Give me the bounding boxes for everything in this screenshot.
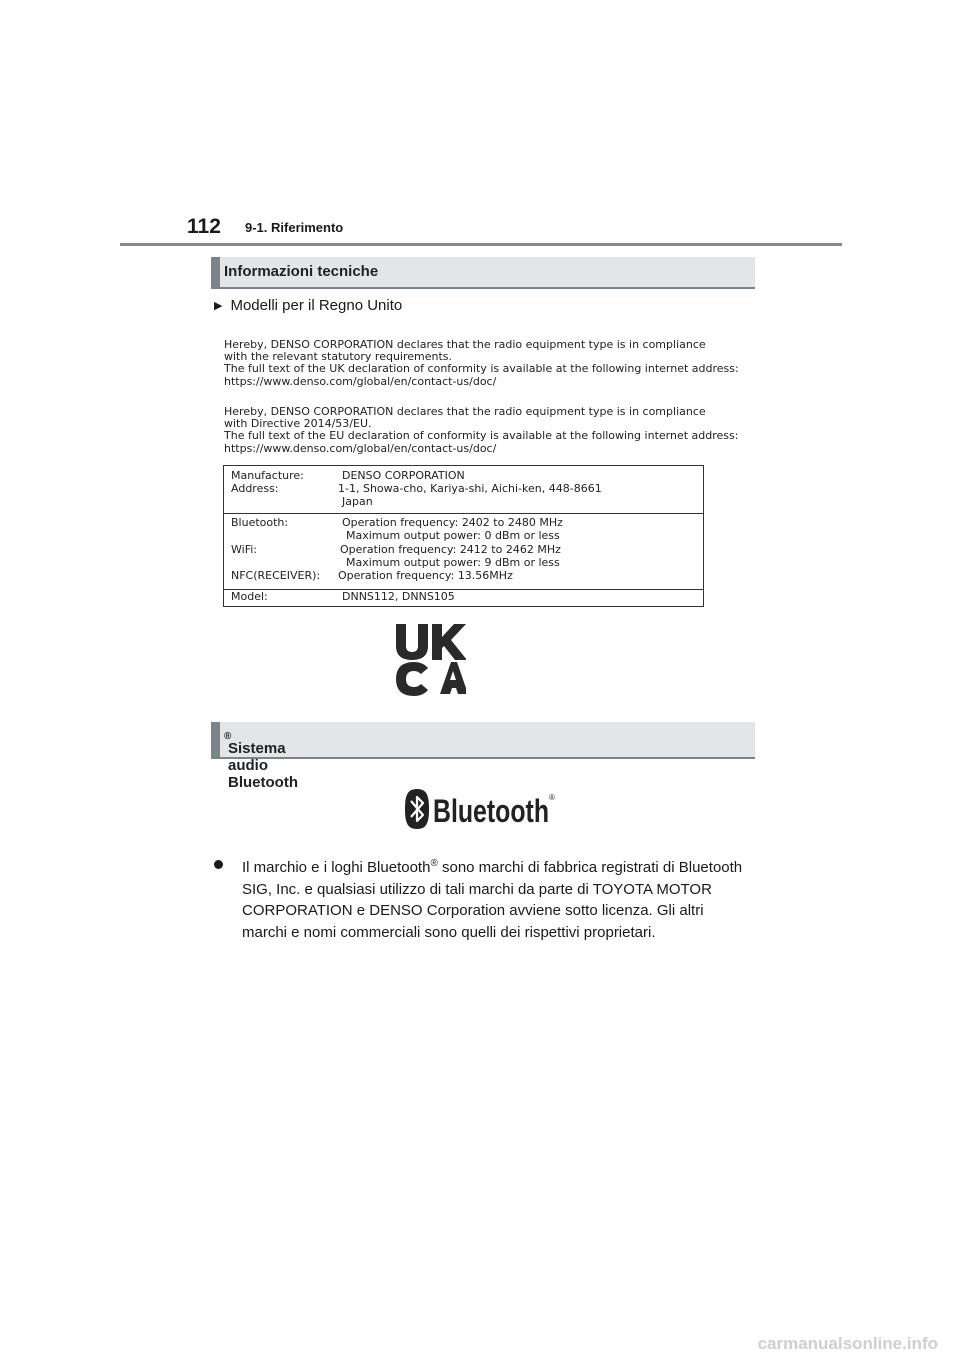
declaration-uk: Hereby, DENSO CORPORATION declares that the radio equipment type is in compliance with the relevant statutory requirements. The full text of the UK declaration of conformity is available at the following internet address: https://www.denso.com/global/en/contact-us/doc/ — [224, 338, 739, 388]
section-reference: 9-1. Riferimento — [245, 220, 344, 235]
bullet-dot-icon — [214, 860, 223, 869]
ukca-logo — [394, 622, 466, 696]
wifi-label: WiFi: — [231, 543, 257, 556]
spec-table — [223, 465, 704, 607]
heading-sistema-audio-bluetooth — [211, 722, 755, 791]
spec-section-manufacturer — [224, 466, 703, 514]
address-label: Address: — [231, 482, 279, 495]
triangle-bullet-icon: ▶ — [214, 300, 223, 312]
subtitle-uk-models — [214, 297, 402, 314]
watermark: carmanualsonline.info — [757, 1334, 938, 1353]
spec-section-model — [224, 589, 703, 606]
declaration-eu: Hereby, DENSO CORPORATION declares that the radio equipment type is in compliance with Directive 2014/53/EU. The full text of the EU declaration of conformity is available at the following internet address: https://www.denso.com/global/en/contact-us/doc/ — [224, 405, 739, 455]
address-line2: Japan — [342, 495, 373, 508]
heading-informazioni-tecniche — [211, 257, 755, 289]
bluetooth-logo-mark: ® — [549, 793, 555, 802]
bullet-paragraph: Il marchio e i loghi Bluetooth® sono marchi di fabbrica registrati di Bluetooth SIG, Inc. e qualsiasi utilizzo di tali marchi da parte di TOYOTA MOTOR CORPORATION e DENSO Corporation avviene sotto licenza. Gli altri marchi e nomi commerciali sono quelli dei rispettivi proprietari. — [242, 858, 743, 941]
spec-section-radio — [224, 513, 703, 590]
bluetooth-power: Maximum output power: 0 dBm or less — [346, 529, 560, 542]
address-line1: 1-1, Showa-cho, Kariya-shi, Aichi-ken, 448-8661 — [338, 482, 602, 495]
bluetooth-logo — [404, 789, 556, 829]
nfc-frequency: Operation frequency: 13.56MHz — [338, 569, 513, 582]
wifi-power: Maximum output power: 9 dBm or less — [346, 556, 560, 569]
wifi-frequency: Operation frequency: 2412 to 2462 MHz — [340, 543, 561, 556]
manufacture-label: Manufacture: — [231, 469, 304, 482]
model-label: Model: — [231, 590, 268, 603]
manufacture-value: DENSO CORPORATION — [342, 469, 465, 482]
header-rule — [120, 243, 842, 246]
bluetooth-logo-text: Bluetooth — [433, 793, 549, 829]
model-value: DNNS112, DNNS105 — [342, 590, 455, 603]
page-number: 112 — [187, 215, 221, 238]
heading-title: Informazioni tecniche — [224, 263, 379, 280]
subtitle-text: Modelli per il Regno Unito — [230, 297, 403, 314]
heading-title: Sistema audio Bluetooth ® — [224, 731, 298, 791]
bluetooth-frequency: Operation frequency: 2402 to 2480 MHz — [342, 516, 563, 529]
nfc-label: NFC(RECEIVER): — [231, 569, 321, 582]
bluetooth-label: Bluetooth: — [231, 516, 289, 529]
